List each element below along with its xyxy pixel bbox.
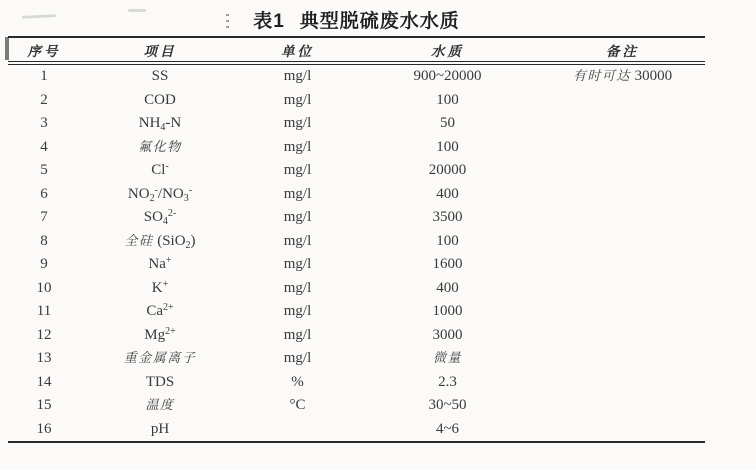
cell-remark [540, 347, 705, 371]
cell-value: 20000 [428, 162, 467, 179]
cell-item: Na+ [148, 255, 172, 273]
table-row [8, 347, 705, 371]
cell-unit: mg/l [283, 279, 312, 296]
cell-remark [540, 418, 705, 443]
cell-unit: mg/l [283, 185, 312, 202]
cell-value: 100 [436, 138, 459, 155]
cell-unit: mg/l [283, 350, 312, 367]
cell-item: $Ca^{2+}$ [146, 302, 174, 320]
cell-item: TDS [145, 373, 175, 390]
table-row [8, 277, 705, 301]
cell-value: 1000 [432, 303, 463, 320]
cell-unit: mg/l [283, 68, 312, 85]
cell-no: 4 [40, 138, 48, 155]
cell-unit: mg/l [283, 115, 312, 132]
cell-value: 30~50 [428, 397, 467, 414]
table-row [8, 230, 705, 254]
cell-item: $NO_2^-/NO_3^-$ [127, 184, 193, 204]
cell-item: $NH_4-N$ [138, 115, 182, 134]
cell-value: 3000 [432, 326, 463, 343]
cell-value: 100 [436, 232, 459, 249]
cell-item: 全硅 (SiO$_2$) [124, 232, 196, 251]
cell-no: 14 [36, 373, 52, 390]
table-row [8, 159, 705, 183]
table-row [8, 324, 705, 348]
cell-item: 温度 [145, 397, 175, 413]
table-row [8, 371, 705, 395]
cell-unit [240, 418, 355, 443]
cell-remark [540, 112, 705, 136]
table-row [8, 394, 705, 418]
cell-no: 13 [36, 350, 52, 367]
table-header-row [8, 37, 705, 63]
cell-value: 2.3 [438, 373, 457, 390]
cell-unit: mg/l [283, 162, 312, 179]
cell-remark [540, 277, 705, 301]
table-row [8, 418, 705, 443]
cell-remark [540, 253, 705, 277]
table-row [8, 112, 705, 136]
cell-remark [540, 230, 705, 254]
cell-value: 400 [436, 279, 459, 296]
cell-no: 15 [36, 397, 52, 414]
cell-item: 重金属离子 [123, 350, 197, 366]
cell-item: $Mg^{2+}$ [144, 325, 176, 343]
table-body [8, 63, 705, 442]
cell-no: 6 [40, 185, 48, 202]
table-row [8, 89, 705, 113]
cell-remark [540, 394, 705, 418]
header-unit: 单位 [240, 37, 355, 63]
header-no: 序号 [8, 37, 80, 63]
cell-no: 11 [36, 303, 52, 320]
cell-item: 氟化物 [138, 138, 182, 154]
cell-unit: °C [289, 397, 306, 414]
cell-no: 12 [36, 326, 52, 343]
table-row [8, 300, 705, 324]
cell-item: Cl- [151, 161, 169, 179]
cell-value: 4~6 [355, 418, 540, 443]
cell-unit: mg/l [283, 326, 312, 343]
cell-no: 3 [40, 115, 48, 132]
cell-remark [540, 206, 705, 230]
table-row [8, 253, 705, 277]
cell-no: 5 [40, 162, 48, 179]
cell-value: 400 [436, 185, 459, 202]
cell-remark [540, 89, 705, 113]
cell-no: 10 [36, 279, 52, 296]
cell-value: 100 [436, 91, 459, 108]
table-header [8, 37, 705, 63]
cell-unit: mg/l [283, 91, 312, 108]
table-caption-title: 典型脱硫废水水质 [299, 11, 460, 32]
table-row [8, 136, 705, 160]
cell-unit: mg/l [283, 209, 312, 226]
cell-no: 9 [40, 256, 48, 273]
cell-no: 16 [8, 418, 80, 443]
cell-unit: % [291, 373, 304, 390]
header-remark: 备注 [540, 37, 705, 63]
cell-value: 900~20000 [413, 68, 482, 85]
cell-unit: mg/l [283, 138, 312, 155]
table-row [8, 183, 705, 207]
water-quality-table [8, 36, 705, 443]
cell-unit: mg/l [283, 303, 312, 320]
cell-no: 1 [40, 68, 48, 85]
cell-remark [540, 324, 705, 348]
cell-no: 7 [40, 209, 48, 226]
cell-item: SS [151, 68, 169, 85]
cell-remark: 有时可达 30000 [572, 68, 673, 85]
cell-value: 3500 [432, 209, 463, 226]
cell-no: 2 [40, 91, 48, 108]
cell-remark [540, 183, 705, 207]
cell-unit: mg/l [283, 256, 312, 273]
cell-remark [540, 371, 705, 395]
cell-item: COD [144, 91, 176, 108]
table-caption [8, 6, 705, 33]
cell-item: $SO_4^{2-}$ [143, 208, 177, 228]
cell-unit: mg/l [283, 232, 312, 249]
cell-value: 1600 [432, 256, 463, 273]
cell-item: pH [80, 418, 240, 443]
header-value: 水质 [355, 37, 540, 63]
cell-value: 50 [440, 115, 455, 132]
table-row [8, 206, 705, 230]
table-row [8, 63, 705, 89]
cell-value: 微量 [432, 350, 462, 366]
cell-item: K+ [151, 278, 169, 296]
table-caption-number: 表1 [253, 11, 285, 32]
header-item: 项目 [80, 37, 240, 63]
cell-remark [540, 136, 705, 160]
cell-remark [540, 159, 705, 183]
cell-no: 8 [40, 232, 48, 249]
cell-remark [540, 300, 705, 324]
